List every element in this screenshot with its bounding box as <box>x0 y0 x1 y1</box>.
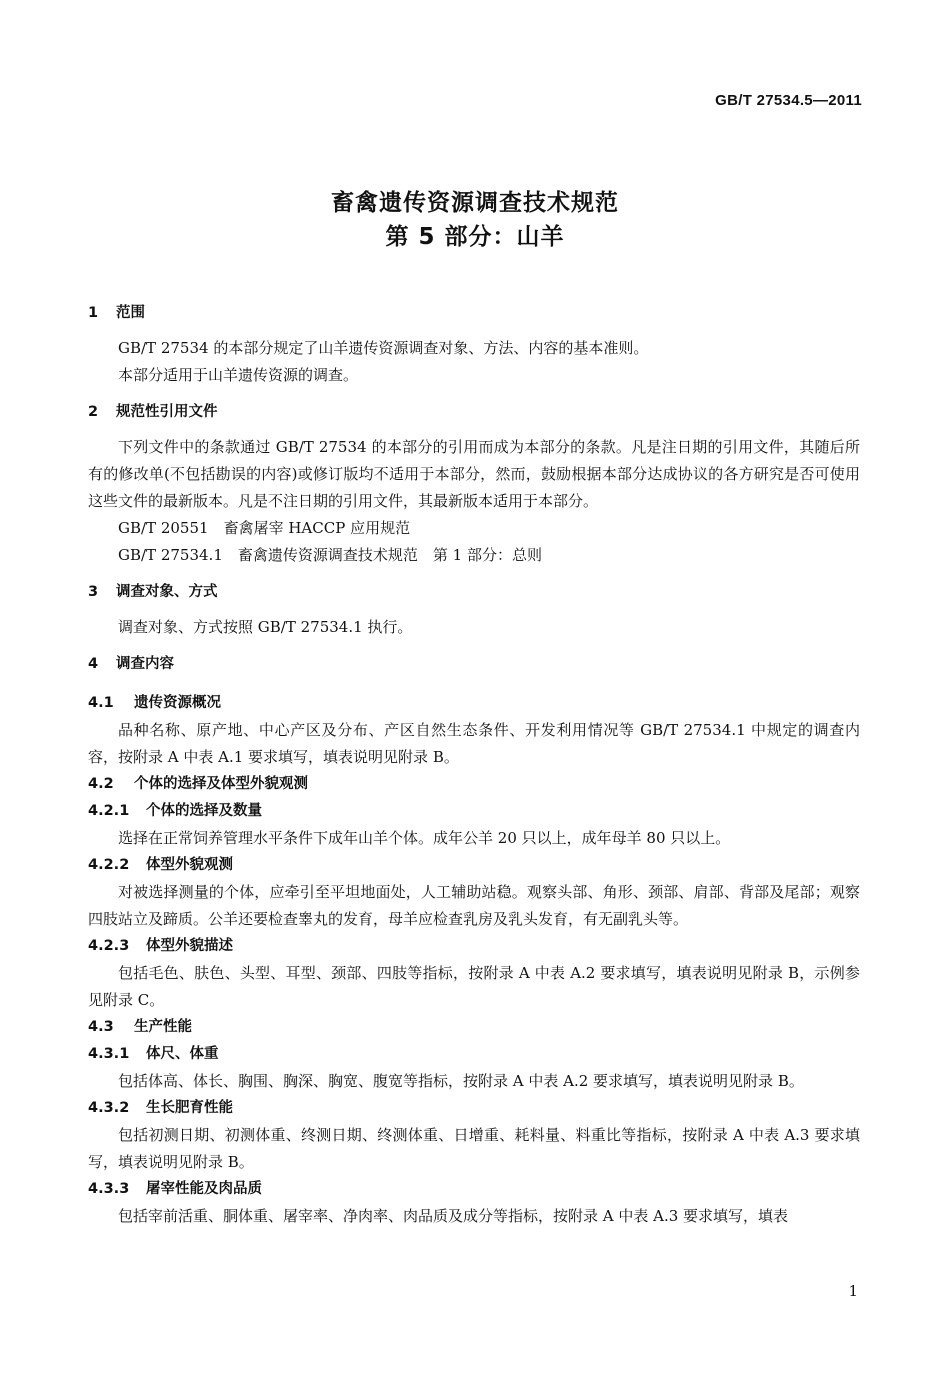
subsection-title: 遗传资源概况 <box>134 695 221 711</box>
subsubsection-title: 体型外貌描述 <box>146 938 233 954</box>
subsection-number: 4.3 <box>88 1019 114 1035</box>
section-heading <box>88 651 860 678</box>
subsubsection-heading <box>88 933 860 960</box>
subsubsection-number: 4.2.2 <box>88 857 130 873</box>
subsubsection-number: 4.3.2 <box>88 1100 130 1116</box>
subsection-heading <box>88 1014 860 1041</box>
subsubsection-heading <box>88 852 860 879</box>
section-number: 4 <box>88 656 99 672</box>
subsubsection-heading <box>88 798 860 825</box>
paragraph: 调查对象、方式按照 GB/T 27534.1 执行。 <box>118 618 413 636</box>
paragraph: 包括宰前活重、胴体重、屠宰率、净肉率、肉品质及成分等指标，按附录 A 中表 A.3 要求填写，填表 <box>118 1207 789 1225</box>
reference-item <box>88 515 860 542</box>
reference-code: GB/T 20551 <box>118 519 209 537</box>
subsubsection-title: 个体的选择及数量 <box>146 803 262 819</box>
subsubsection-title: 屠宰性能及肉品质 <box>146 1181 262 1197</box>
reference-name: 畜禽屠宰 HACCP 应用规范 <box>223 519 411 537</box>
paragraph: GB/T 27534 的本部分规定了山羊遗传资源调查对象、方法、内容的基本准则。 <box>118 339 649 357</box>
section-number: 3 <box>88 584 99 600</box>
paragraph: 下列文件中的条款通过 GB/T 27534 的本部分的引用而成为本部分的条款。凡是注日期的引用文件，其随后所有的修改单(不包括勘误的内容)或修订版均不适用于本部分，然而，鼓励根据本部分达成协议的各方研究是否可使用这些文件的最新版本。凡是不注日期的引用文件，其最新版本适用于本部分。 <box>88 438 860 510</box>
subsection-heading <box>88 771 860 798</box>
subsubsection-title: 体尺、体重 <box>146 1046 219 1062</box>
section-heading <box>88 300 860 327</box>
paragraph: 对被选择测量的个体，应牵引至平坦地面处，人工辅助站稳。观察头部、角形、颈部、肩部、背部及尾部；观察四肢站立及蹄质。公羊还要检查睾丸的发育，母羊应检查乳房及乳头发育，有无副乳头等。 <box>88 883 860 928</box>
section-title: 规范性引用文件 <box>116 404 218 420</box>
section-number: 2 <box>88 404 99 420</box>
standard-code: GB/T 27534.5—2011 <box>715 92 862 109</box>
document-body <box>88 300 860 1230</box>
subsubsection-number: 4.2.1 <box>88 803 130 819</box>
section-title: 调查内容 <box>116 656 174 672</box>
paragraph: 本部分适用于山羊遗传资源的调查。 <box>118 366 359 384</box>
subsection-title: 生产性能 <box>134 1019 192 1035</box>
section-title: 范围 <box>116 305 145 321</box>
document-title: 畜禽遗传资源调查技术规范 <box>331 190 619 216</box>
reference-item <box>88 542 860 569</box>
subsection-number: 4.1 <box>88 695 114 711</box>
subsubsection-heading <box>88 1041 860 1068</box>
section-heading <box>88 399 860 426</box>
subsubsection-heading <box>88 1095 860 1122</box>
section-title: 调查对象、方式 <box>116 584 218 600</box>
subsection-title: 个体的选择及体型外貌观测 <box>134 776 308 792</box>
paragraph: 选择在正常饲养管理水平条件下成年山羊个体。成年公羊 20 只以上，成年母羊 80 只以上。 <box>118 829 731 847</box>
section-number: 1 <box>88 305 99 321</box>
subsection-number: 4.2 <box>88 776 114 792</box>
subsubsection-title: 生长肥育性能 <box>146 1100 233 1116</box>
paragraph: 包括体高、体长、胸围、胸深、胸宽、腹宽等指标，按附录 A 中表 A.2 要求填写，填表说明见附录 B。 <box>118 1072 804 1090</box>
subsubsection-title: 体型外貌观测 <box>146 857 233 873</box>
section-heading <box>88 579 860 606</box>
paragraph: 包括毛色、肤色、头型、耳型、颈部、四肢等指标，按附录 A 中表 A.2 要求填写，填表说明见附录 B，示例参见附录 C。 <box>88 964 860 1009</box>
subsubsection-number: 4.3.3 <box>88 1181 130 1197</box>
reference-name: 畜禽遗传资源调查技术规范 第 1 部分：总则 <box>237 546 542 564</box>
page-number: 1 <box>848 1282 858 1300</box>
paragraph: 包括初测日期、初测体重、终测日期、终测体重、日增重、耗料量、料重比等指标，按附录 A 中表 A.3 要求填写，填表说明见附录 B。 <box>88 1126 860 1171</box>
subsubsection-number: 4.2.3 <box>88 938 130 954</box>
paragraph: 品种名称、原产地、中心产区及分布、产区自然生态条件、开发利用情况等 GB/T 27534.1 中规定的调查内容，按附录 A 中表 A.1 要求填写，填表说明见附录 B。 <box>88 721 860 766</box>
document-subtitle: 第 5 部分：山羊 <box>385 224 565 250</box>
subsubsection-heading <box>88 1176 860 1203</box>
subsubsection-number: 4.3.1 <box>88 1046 130 1062</box>
reference-code: GB/T 27534.1 <box>118 546 223 564</box>
subsection-heading <box>88 690 860 717</box>
